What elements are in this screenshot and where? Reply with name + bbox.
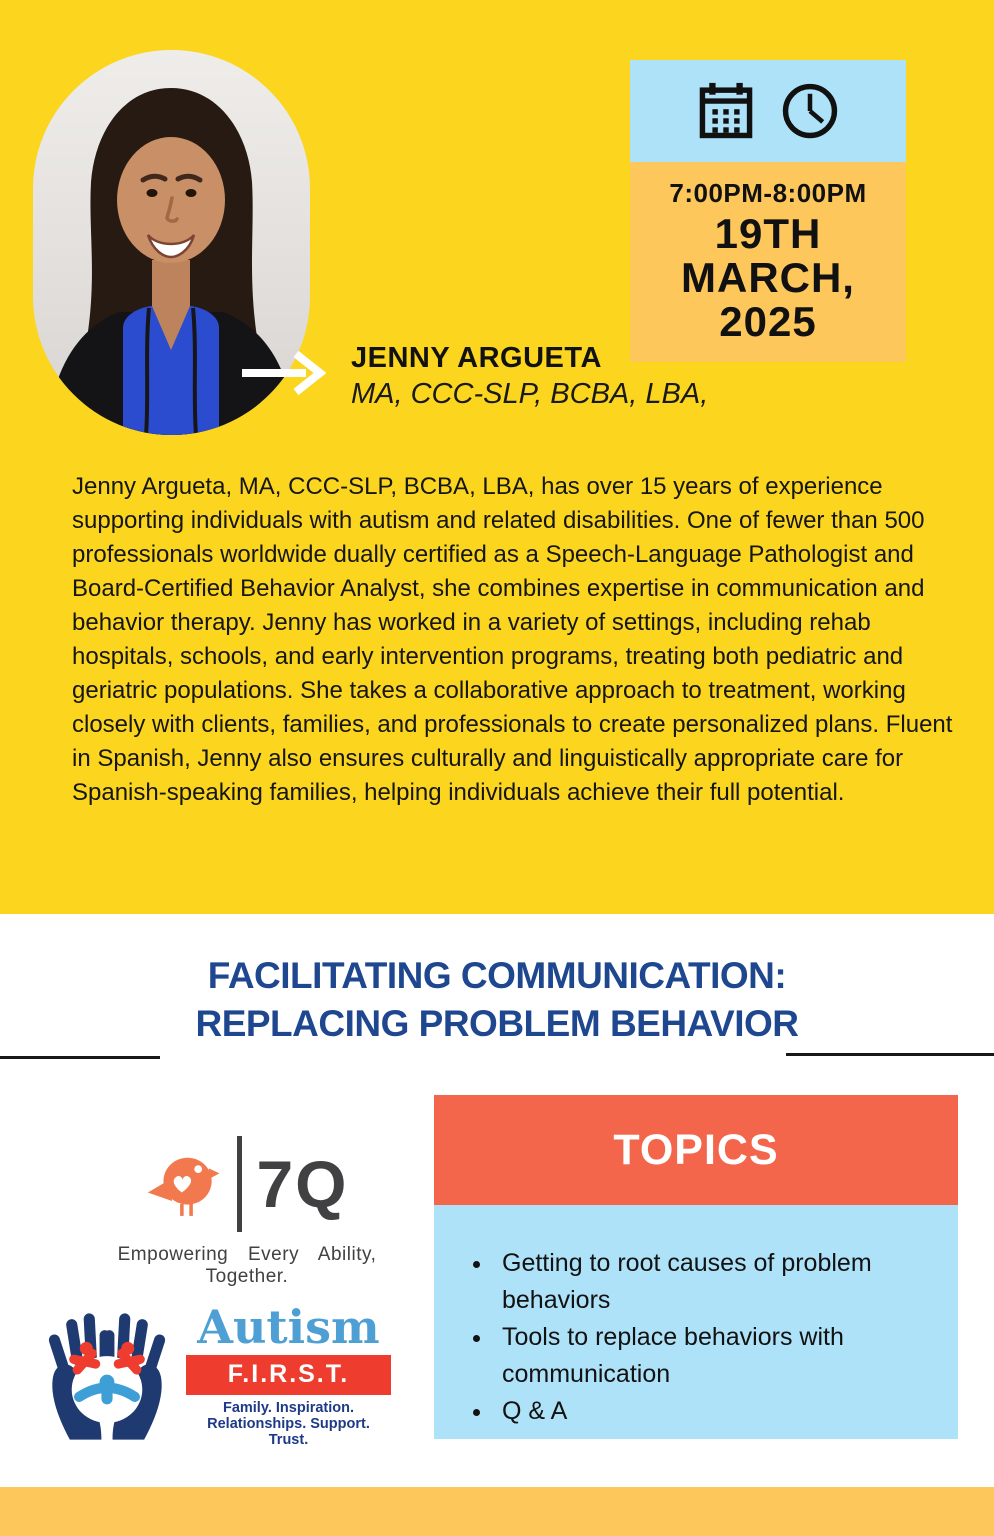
topics-header: TOPICS — [434, 1095, 958, 1205]
topic-item: • Getting to root causes of problem behaviors — [494, 1245, 938, 1319]
schedule-icons-row — [630, 60, 906, 162]
speaker-credentials: MA, CCC-SLP, BCBA, LBA, — [351, 378, 709, 410]
speaker-name: JENNY ARGUETA — [351, 342, 602, 374]
event-time: 7:00PM-8:00PM — [669, 178, 867, 208]
hands-icon — [42, 1300, 172, 1440]
topics-panel — [434, 1095, 958, 1439]
bird-icon — [145, 1132, 223, 1236]
divider-right — [786, 1053, 994, 1056]
event-date — [636, 212, 900, 344]
sevenq-tagline: Empowering Every Ability, Together. — [117, 1244, 377, 1287]
calendar-icon — [697, 81, 755, 141]
sevenq-wordmark: 7Q — [256, 1147, 349, 1221]
topic-item: • Tools to replace behaviors with communication — [494, 1319, 938, 1393]
autism-first-tagline-line2: Relationships. Support. Trust. — [207, 1416, 370, 1448]
speaker-bio: Jenny Argueta, MA, CCC-SLP, BCBA, LBA, has over 15 years of experience supporting individuals with autism and related disabilities. One of fewer than 500 professionals worldwide dually certified as a Speech-Language Pathologist and Board-Certified Behavior Analyst, she combines expertise in communication and behavior therapy. Jenny has worked in a variety of settings, including rehab hospitals, schools, and early intervention programs, treating both pediatric and geriatric populations. She takes a collaborative approach to treatment, working closely with clients, families, and professionals to create personalized plans. Fluent in Spanish, Jenny also ensures culturally and linguistically appropriate care for Spanish-speaking families, helping individuals achieve their full potential. — [72, 473, 953, 806]
sevenq-divider — [237, 1136, 242, 1232]
event-title-line2: REPLACING PROBLEM BEHAVIOR — [195, 1003, 799, 1044]
event-title-line1: FACILITATING COMMUNICATION: — [207, 955, 787, 996]
autism-first-tagline-line1: Family. Inspiration. — [222, 1400, 355, 1416]
topics-body — [434, 1205, 958, 1439]
event-date-year: 2025 — [719, 298, 817, 345]
divider-left — [0, 1056, 160, 1059]
sevenq-logo — [67, 1132, 427, 1288]
sevenq-logo-row — [67, 1132, 427, 1236]
autism-first-acronym: F.I.R.S.T. — [186, 1355, 391, 1395]
event-date-day: 19TH — [714, 210, 822, 257]
clock-icon — [781, 82, 839, 140]
topics-list — [454, 1245, 938, 1430]
date-box — [630, 162, 906, 362]
schedule-card — [630, 60, 906, 362]
autism-first-tagline — [186, 1400, 391, 1448]
autism-first-name: Autism — [197, 1300, 380, 1354]
footer-bar — [0, 1487, 994, 1536]
autism-first-text — [186, 1300, 391, 1448]
topic-item: • Q & A — [494, 1393, 938, 1430]
arrow-right-icon — [240, 350, 326, 396]
autism-first-logo — [42, 1300, 402, 1448]
event-date-month: MARCH, — [681, 254, 855, 301]
event-title — [0, 952, 994, 1048]
